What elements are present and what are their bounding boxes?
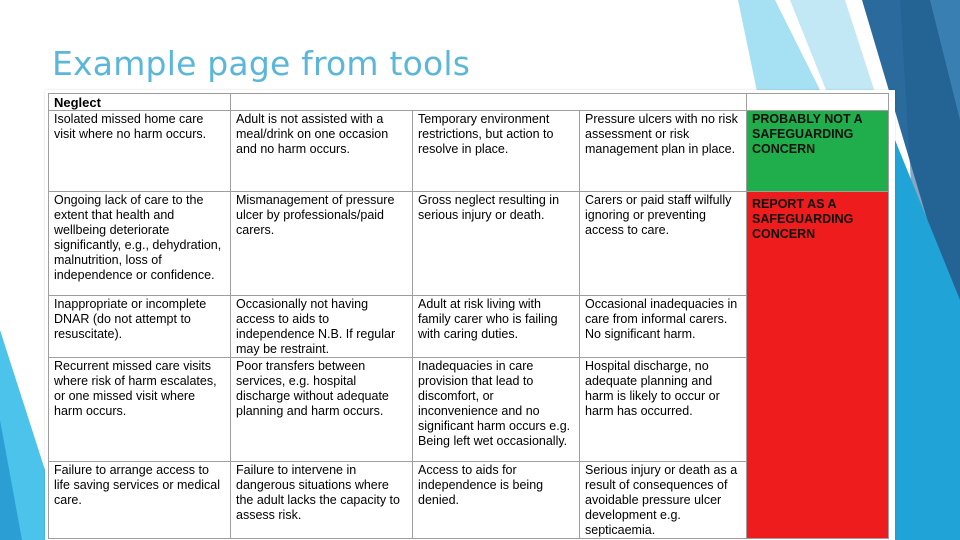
table-cell: Occasional inadequacies in care from informal carers. No significant harm.	[580, 296, 747, 358]
table-cell: Serious injury or death as a result of consequences of avoidable pressure ulcer development e.g. septicaemia.	[580, 462, 747, 539]
table-row	[49, 192, 889, 296]
table-cell: Carers or paid staff wilfully ignoring or preventing access to care.	[580, 192, 747, 296]
section-heading: Neglect	[49, 94, 231, 111]
table-cell: Recurrent missed care visits where risk of harm escalates, or one missed visit where harm occurs.	[49, 358, 231, 462]
table-cell: Failure to arrange access to life saving services or medical care.	[49, 462, 231, 539]
tool-page-image	[45, 90, 895, 540]
report-concern-cell	[747, 192, 889, 539]
table-cell: Inadequacies in care provision that lead to discomfort, or inconvenience and no significant harm occurs e.g. Being left wet occasionally.	[413, 358, 580, 462]
report-concern-label: REPORT AS A SAFEGUARDING CONCERN	[752, 197, 854, 241]
neglect-table	[48, 93, 889, 539]
table-cell: Inappropriate or incomplete DNAR (do not attempt to resuscitate).	[49, 296, 231, 358]
not-concern-cell: PROBABLY NOT A SAFEGUARDING CONCERN	[747, 111, 889, 192]
header-blank	[747, 94, 889, 111]
table-cell: Failure to intervene in dangerous situations where the adult lacks the capacity to assess risk.	[231, 462, 413, 539]
table-cell: Hospital discharge, no adequate planning and harm is likely to occur or harm has occurred.	[580, 358, 747, 462]
table-cell: Adult is not assisted with a meal/drink on one occasion and no harm occurs.	[231, 111, 413, 192]
table-cell: Gross neglect resulting in serious injury or death.	[413, 192, 580, 296]
slide-title: Example page from tools	[52, 44, 471, 83]
table-cell: Mismanagement of pressure ulcer by professionals/paid carers.	[231, 192, 413, 296]
table-cell: Poor transfers between services, e.g. hospital discharge without adequate planning and harm occurs.	[231, 358, 413, 462]
table-cell: Access to aids for independence is being denied.	[413, 462, 580, 539]
table-cell: Ongoing lack of care to the extent that health and wellbeing deteriorate significantly, e.g., dehydration, malnutrition, loss of independence or confidence.	[49, 192, 231, 296]
table-cell: Isolated missed home care visit where no harm occurs.	[49, 111, 231, 192]
table-cell: Pressure ulcers with no risk assessment or risk management plan in place.	[580, 111, 747, 192]
table-row	[49, 111, 889, 192]
table-cell: Occasionally not having access to aids to independence N.B. If regular may be restraint.	[231, 296, 413, 358]
table-cell: Adult at risk living with family carer who is failing with caring duties.	[413, 296, 580, 358]
table-cell: Temporary environment restrictions, but action to resolve in place.	[413, 111, 580, 192]
header-blank	[231, 94, 747, 111]
table-header-row	[49, 94, 889, 111]
